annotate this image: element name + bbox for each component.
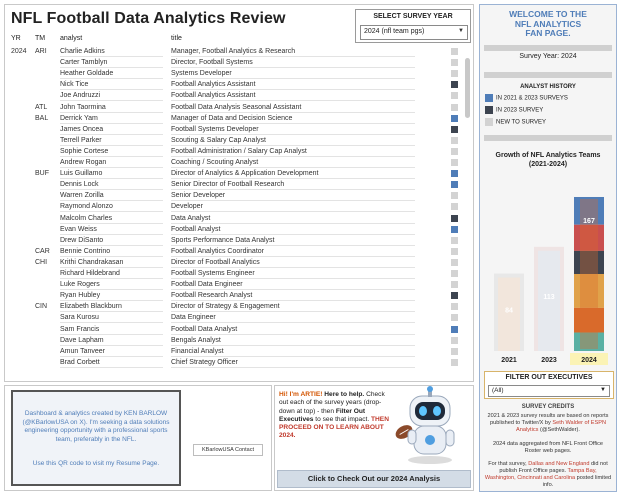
cell-title: Developer (171, 201, 415, 212)
legend-swatch (485, 94, 493, 102)
cell-title: Senior Director of Football Research (171, 179, 415, 190)
data-label-2024: 167 (583, 217, 595, 225)
credits-text: (@SethWalder). (538, 427, 580, 433)
cell-analyst: Andrew Rogan (60, 157, 163, 168)
legend-swatch (485, 106, 493, 114)
cell-analyst: Elizabeth Blackburn (60, 301, 163, 312)
table-row[interactable] (5, 135, 465, 146)
cell-analyst: Evan Weiss (60, 224, 163, 235)
category-label-2021: 2021 (501, 357, 517, 364)
cell-analyst: Malcolm Charles (60, 213, 163, 224)
history-marker (451, 104, 458, 111)
analyst-table-panel (4, 4, 474, 382)
divider (484, 45, 612, 51)
credits-text: For that survey, (488, 461, 529, 467)
cell-analyst: Joe Andruzzi (60, 90, 163, 101)
table-row[interactable] (5, 79, 465, 90)
cell-title: Director, Football Systems (171, 57, 415, 68)
data-label-2021: 84 (505, 307, 513, 315)
cell-title: Manager of Data and Decision Science (171, 113, 415, 124)
survey-year-value: 2024 (nfl team pgs) (364, 28, 425, 35)
cell-analyst: Ryan Hubley (60, 290, 163, 301)
history-marker (451, 159, 458, 166)
divider (484, 72, 612, 78)
legend-item[interactable] (485, 106, 543, 115)
credits-text: posted limited info. (542, 475, 612, 488)
cell-title: Director of Analytics & Application Development (171, 168, 415, 179)
page-title: NFL Football Data Analytics Review (11, 10, 286, 27)
history-marker (451, 126, 458, 133)
author-bio: Dashboard & analytics created by KEN BARLOW (@KBarlowUSA on X). I'm seeking a data solutions engineering opportunity with a professional sports team, preferably in the NFL. (22, 410, 170, 443)
cell-title: Football Analyst (171, 224, 415, 235)
artie-greeting: Hi! I'm ARTIE! (279, 391, 323, 398)
table-row[interactable] (5, 246, 465, 257)
cell-team: ATL (35, 103, 48, 111)
survey-credits-title: SURVEY CREDITS (521, 404, 575, 410)
cell-analyst: Sam Francis (60, 324, 163, 335)
artie-help: Here to help. (322, 391, 365, 398)
cell-analyst: Nick Tice (60, 79, 163, 90)
cell-title: Football Analytics Assistant (171, 90, 415, 101)
cell-title: Sports Performance Data Analyst (171, 235, 415, 246)
table-header (5, 35, 473, 46)
divider (484, 135, 612, 141)
cell-analyst: Dave Lapham (60, 335, 163, 346)
cell-year: 2024 (11, 48, 27, 55)
history-marker (451, 148, 458, 155)
credits-teams: Dallas and New England (528, 461, 590, 467)
table-row[interactable] (5, 357, 465, 368)
table-row[interactable] (5, 90, 465, 101)
history-marker (451, 81, 458, 88)
table-row[interactable] (5, 301, 465, 312)
robot-mascot-icon (390, 386, 470, 466)
history-marker (451, 181, 458, 188)
table-row[interactable] (5, 268, 465, 279)
table-row[interactable] (5, 46, 465, 57)
cell-team: BUF (35, 170, 49, 178)
credits-teams: Tampa Bay, Washington, Cincinnati and Carolina (484, 468, 597, 481)
cell-analyst: Carter Tamblyn (60, 57, 163, 68)
cell-title: Football Data Analyst (171, 324, 415, 335)
artie-message (279, 391, 389, 441)
cell-title: Manager, Football Analytics & Research (171, 46, 415, 57)
credits-text: 2021 & 2023 survey results are based on reports published to Twitter/X by (487, 413, 609, 426)
cell-analyst: Amun Tanveer (60, 346, 163, 357)
history-marker (451, 137, 458, 144)
legend-label: IN 2021 & 2023 SURVEYS (496, 95, 568, 102)
history-marker (451, 192, 458, 199)
legend-label: IN 2023 SURVEY (496, 107, 544, 114)
column-header-tm[interactable]: TM (35, 35, 46, 42)
table-body (5, 46, 473, 382)
cell-analyst: Brad Corbett (60, 357, 163, 368)
cell-analyst: Terrell Parker (60, 135, 163, 146)
data-label-2023: 113 (543, 293, 555, 301)
cell-title: Football Systems Developer (171, 124, 415, 135)
artie-body: Check out each of the survey years (drop-down at top) - then (279, 391, 385, 415)
artie-cta: THEN PROCEED ON TO LEARN ABOUT 2024. (279, 415, 389, 440)
author-panel (4, 385, 272, 491)
executive-filter-dropdown[interactable] (488, 385, 610, 397)
growth-chart-svg (484, 173, 614, 367)
table-row[interactable] (5, 190, 465, 201)
legend-label: NEW TO SURVEY (496, 119, 547, 126)
cell-title: Financial Analyst (171, 346, 415, 357)
welcome-line: NFL ANALYTICS (514, 18, 582, 29)
cell-title: Football Research Analyst (171, 290, 415, 301)
cell-title: Data Engineer (171, 312, 415, 323)
credits-paragraph: 2024 data aggregated from NFL Front Office Roster web pages. (492, 441, 604, 454)
cell-analyst: James Oncea (60, 124, 163, 135)
contact-button[interactable]: KBarlowUSA Contact (193, 444, 263, 456)
check-2024-analysis-button[interactable]: Click to Check Out our 2024 Analysis (277, 470, 471, 488)
table-row[interactable] (5, 224, 465, 235)
history-marker (451, 115, 458, 122)
table-row[interactable] (5, 257, 465, 268)
history-marker (451, 259, 458, 266)
artie-filter: Filter Out Executives (279, 407, 366, 423)
cell-analyst: Raymond Alonzo (60, 201, 163, 212)
history-marker (451, 59, 458, 66)
table-row[interactable] (5, 290, 465, 301)
cell-analyst: Krithi Chandrakasan (60, 257, 163, 268)
history-marker (451, 203, 458, 210)
table-row[interactable] (5, 312, 465, 323)
table-row[interactable] (5, 57, 465, 68)
cell-title: Football Analytics Coordinator (171, 246, 415, 257)
cell-team: BAL (35, 114, 49, 122)
history-marker (451, 314, 458, 321)
cell-analyst: Richard Hildebrand (60, 268, 163, 279)
column-header-yr[interactable]: YR (11, 35, 21, 42)
cell-team: CAR (35, 247, 50, 255)
history-marker (451, 270, 458, 277)
table-row[interactable] (5, 157, 465, 168)
cell-analyst: Sophie Cortese (60, 146, 163, 157)
executive-filter (484, 371, 614, 399)
cell-team: ARI (35, 48, 47, 55)
chevron-down-icon: ▼ (600, 387, 606, 393)
cell-analyst: John Taormina (60, 102, 163, 113)
cell-title: Football Systems Engineer (171, 268, 415, 279)
cell-analyst: Bennie Contrino (60, 246, 163, 257)
column-header-analyst[interactable]: analyst (60, 35, 83, 42)
cell-title: Bengals Analyst (171, 335, 415, 346)
growth-chart-title (480, 151, 616, 169)
table-row[interactable] (5, 213, 465, 224)
table-row[interactable] (5, 168, 465, 179)
cell-title: Football Analytics Assistant (171, 79, 415, 90)
table-row[interactable] (5, 346, 465, 357)
cell-analyst: Sara Kurosu (60, 312, 163, 323)
history-marker (451, 248, 458, 255)
welcome-banner (480, 10, 616, 39)
table-scrollbar[interactable] (465, 58, 470, 118)
cell-analyst: Charlie Adkins (60, 46, 163, 57)
history-marker (451, 237, 458, 244)
cell-team: CIN (35, 303, 48, 311)
history-marker (451, 337, 458, 344)
survey-year-text: Survey Year: 2024 (519, 53, 577, 60)
cell-title: Data Analyst (171, 213, 415, 224)
cell-analyst: Dennis Lock (60, 179, 163, 190)
growth-chart (484, 173, 614, 367)
chevron-down-icon: ▼ (458, 28, 464, 34)
history-marker (451, 281, 458, 288)
category-label-2024: 2024 (581, 357, 597, 364)
welcome-line: FAN PAGE. (525, 28, 571, 38)
cell-analyst: Luke Rogers (60, 279, 163, 290)
artie-body: to see that impact. (313, 415, 372, 423)
table-row[interactable] (5, 279, 465, 290)
credits-paragraph (484, 413, 612, 434)
history-marker (451, 326, 458, 333)
growth-title-line: Growth of NFL Analytics Teams (495, 152, 601, 159)
survey-year-label: SELECT SURVEY YEAR (373, 13, 453, 20)
cell-title: Coaching / Scouting Analyst (171, 157, 415, 168)
legend-swatch (485, 118, 493, 126)
credits-text: did not publish Front Office pages. (499, 461, 608, 474)
credits-link[interactable]: Seth Walder of ESPN Analytics (516, 420, 606, 433)
cell-analyst: Warren Zorilla (60, 190, 163, 201)
executive-filter-value: (All) (492, 387, 504, 394)
legend-item[interactable] (485, 94, 568, 103)
table-row[interactable] (5, 235, 465, 246)
credits-paragraph (484, 461, 612, 489)
cell-analyst: Derrick Yam (60, 113, 163, 124)
history-marker (451, 226, 458, 233)
column-header-title[interactable]: title (171, 35, 182, 42)
cell-team: CHI (35, 258, 48, 266)
table-row[interactable] (5, 146, 465, 157)
table-row[interactable] (5, 335, 465, 346)
growth-title-line: (2021-2024) (528, 161, 568, 168)
history-marker (451, 292, 458, 299)
history-marker (451, 170, 458, 177)
history-marker (451, 48, 458, 55)
author-info-box (11, 390, 181, 486)
cell-title: Chief Strategy Officer (171, 357, 415, 368)
table-row[interactable] (5, 68, 465, 79)
cell-title: Football Data Analysis Seasonal Assistant (171, 102, 415, 113)
history-marker (451, 359, 458, 366)
cell-analyst: Drew DiSanto (60, 235, 163, 246)
table-row[interactable] (5, 124, 465, 135)
history-marker (451, 348, 458, 355)
cell-analyst: Heather Goldade (60, 68, 163, 79)
table-row[interactable] (5, 179, 465, 190)
history-marker (451, 92, 458, 99)
welcome-line: WELCOME TO THE (509, 9, 587, 19)
cell-title: Senior Developer (171, 190, 415, 201)
history-marker (451, 70, 458, 77)
resume-link-text[interactable]: Use this QR code to visit my Resume Page. (32, 460, 160, 467)
cell-title: Football Data Engineer (171, 279, 415, 290)
cell-analyst: Luis Guillamo (60, 168, 163, 179)
analyst-history-title: ANALYST HISTORY (520, 84, 576, 90)
table-row[interactable] (5, 324, 465, 335)
category-label-2023: 2023 (541, 357, 557, 364)
cell-title: Director of Strategy & Engagement (171, 301, 415, 312)
cell-title: Scouting & Salary Cap Analyst (171, 135, 415, 146)
legend-item[interactable] (485, 118, 546, 127)
table-row[interactable] (5, 102, 465, 113)
table-row[interactable] (5, 201, 465, 212)
info-sidebar (479, 4, 617, 492)
history-marker (451, 215, 458, 222)
table-row[interactable] (5, 113, 465, 124)
cell-title: Director of Football Analytics (171, 257, 415, 268)
executive-filter-label: FILTER OUT EXECUTIVES (505, 374, 593, 381)
cell-title: Systems Developer (171, 68, 415, 79)
history-marker (451, 303, 458, 310)
artie-panel (274, 385, 474, 491)
cell-title: Football Administration / Salary Cap Analyst (171, 146, 415, 157)
